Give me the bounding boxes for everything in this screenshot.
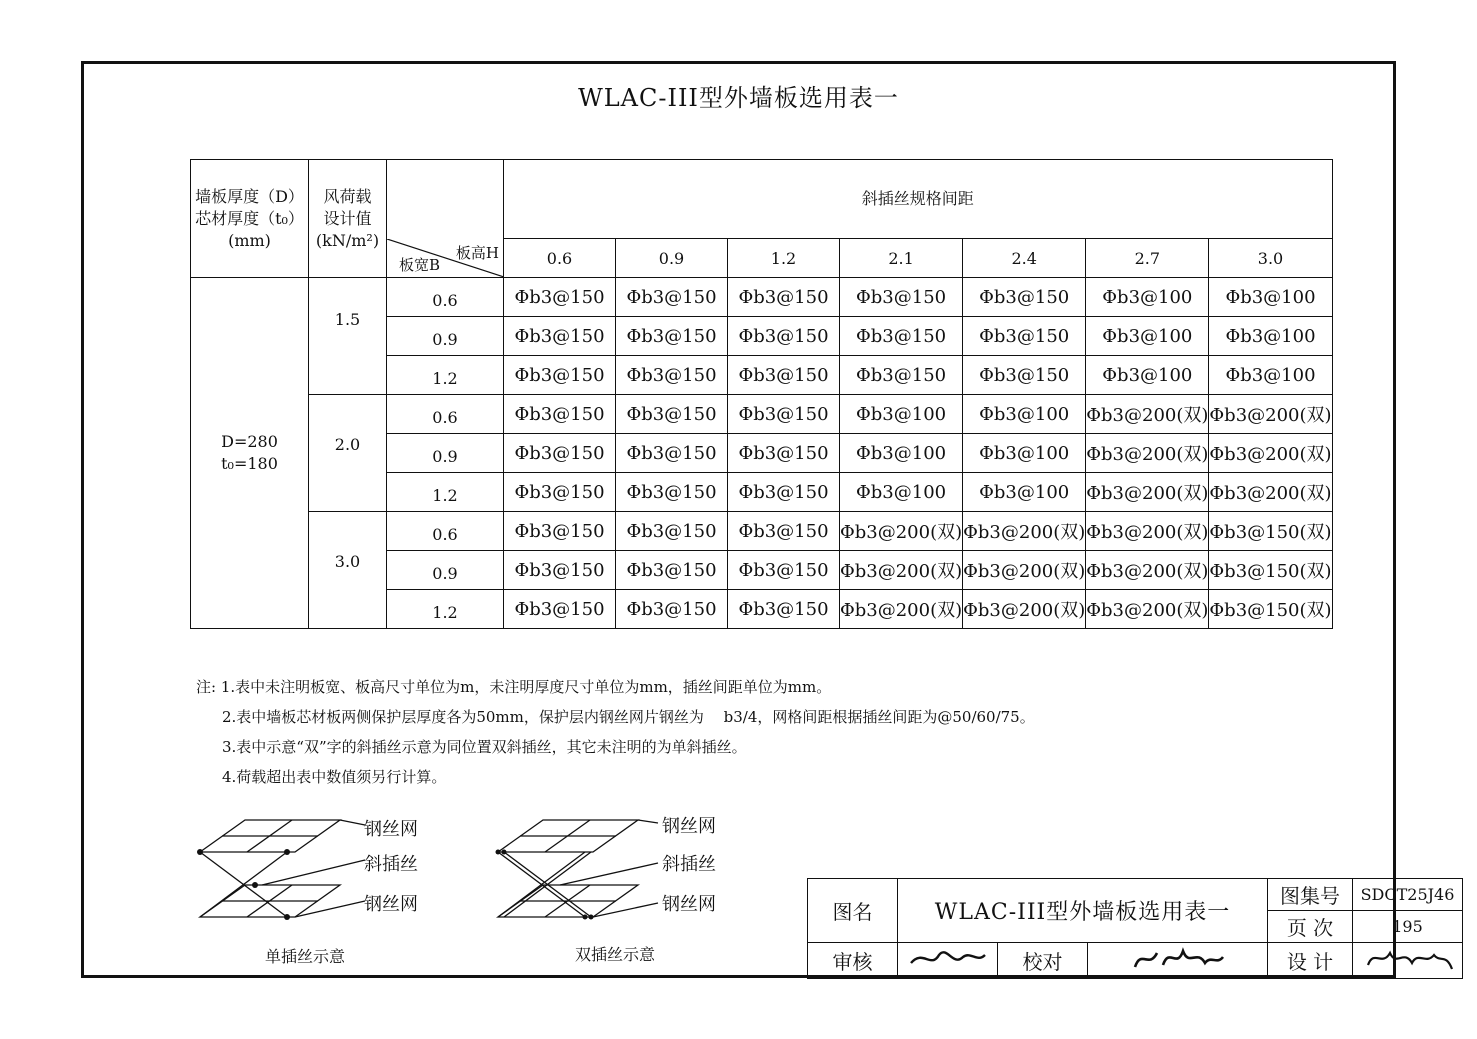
wind-load-cell: 1.5 xyxy=(309,278,387,395)
title-block xyxy=(807,878,1463,979)
spacing-cell: Φb3@150 xyxy=(728,317,840,356)
header-height-4: 2.4 xyxy=(963,239,1086,278)
spacing-cell: Φb3@200(双) xyxy=(840,590,963,629)
spacing-cell: Φb3@200(双) xyxy=(963,590,1086,629)
spacing-cell: Φb3@150 xyxy=(504,551,616,590)
board-width-cell: 1.2 xyxy=(387,590,504,629)
spacing-cell: Φb3@200(双) xyxy=(840,551,963,590)
spacing-cell: Φb3@150 xyxy=(504,317,616,356)
header-height-3: 2.1 xyxy=(840,239,963,278)
spacing-cell: Φb3@150 xyxy=(728,278,840,317)
spacing-cell: Φb3@150 xyxy=(840,317,963,356)
double-label-mesh-top: 钢丝网 xyxy=(662,816,716,837)
single-label-mesh-top: 钢丝网 xyxy=(364,819,418,840)
spacing-cell: Φb3@150 xyxy=(840,278,963,317)
double-wire-diagram xyxy=(488,805,668,930)
spacing-cell: Φb3@150(双) xyxy=(1209,590,1332,629)
spacing-cell: Φb3@150(双) xyxy=(1209,551,1332,590)
spacing-cell: Φb3@150 xyxy=(504,473,616,512)
spacing-cell: Φb3@100 xyxy=(840,473,963,512)
wind-load-cell: 3.0 xyxy=(309,512,387,629)
spacing-cell: Φb3@150 xyxy=(504,590,616,629)
double-caption: 双插丝示意 xyxy=(575,945,656,964)
spacing-cell: Φb3@150 xyxy=(963,356,1086,395)
spacing-cell: Φb3@100 xyxy=(1086,278,1209,317)
title-block-design-label: 设 计 xyxy=(1268,943,1353,979)
spacing-cell: Φb3@150 xyxy=(728,590,840,629)
review-signature xyxy=(898,943,998,979)
spacing-cell: Φb3@150 xyxy=(504,395,616,434)
header-height-0: 0.6 xyxy=(504,239,616,278)
header-height-5: 2.7 xyxy=(1086,239,1209,278)
spacing-cell: Φb3@150 xyxy=(504,434,616,473)
spacing-cell: Φb3@100 xyxy=(963,395,1086,434)
spacing-cell: Φb3@200(双) xyxy=(1086,512,1209,551)
board-height-label: 板高H xyxy=(455,243,499,262)
design-signature-mark xyxy=(1354,943,1462,973)
title-block-name-label: 图名 xyxy=(808,879,898,943)
spacing-cell: Φb3@200(双) xyxy=(1086,551,1209,590)
board-width-cell: 1.2 xyxy=(387,356,504,395)
spacing-cell: Φb3@100 xyxy=(1086,317,1209,356)
spacing-cell: Φb3@100 xyxy=(1086,356,1209,395)
spacing-cell: Φb3@150 xyxy=(728,512,840,551)
board-width-cell: 0.6 xyxy=(387,278,504,317)
double-label-diagonal: 斜插丝 xyxy=(662,854,716,875)
spacing-cell: Φb3@150 xyxy=(504,278,616,317)
spacing-cell: Φb3@200(双) xyxy=(1209,434,1332,473)
board-width-label: 板宽B xyxy=(399,255,441,274)
title-block-atlas: SDCT25J46 xyxy=(1353,879,1463,911)
header-diagonal-cell xyxy=(387,239,504,278)
board-width-cell: 0.6 xyxy=(387,395,504,434)
spacing-cell: Φb3@100 xyxy=(1209,317,1332,356)
table-row xyxy=(191,278,1333,317)
header-height-1: 0.9 xyxy=(616,239,728,278)
spacing-cell: Φb3@200(双) xyxy=(963,551,1086,590)
selection-table xyxy=(190,159,1333,629)
spacing-cell: Φb3@150 xyxy=(616,434,728,473)
spacing-cell: Φb3@150 xyxy=(616,395,728,434)
spacing-cell: Φb3@150 xyxy=(728,551,840,590)
board-width-cell: 0.6 xyxy=(387,512,504,551)
single-caption: 单插丝示意 xyxy=(265,947,346,966)
spacing-cell: Φb3@200(双) xyxy=(1086,590,1209,629)
header-height-6: 3.0 xyxy=(1209,239,1332,278)
spacing-cell: Φb3@100 xyxy=(1209,278,1332,317)
spacing-cell: Φb3@150 xyxy=(616,551,728,590)
spacing-cell: Φb3@200(双) xyxy=(840,512,963,551)
header-spacing-title: 斜插丝规格间距 xyxy=(504,160,1333,239)
spacing-cell: Φb3@100 xyxy=(1209,356,1332,395)
wind-load-cell: 2.0 xyxy=(309,395,387,512)
thickness-cell: D=280 t₀=180 xyxy=(191,278,309,629)
spacing-cell: Φb3@100 xyxy=(840,434,963,473)
spacing-cell: Φb3@100 xyxy=(840,395,963,434)
spacing-cell: Φb3@150 xyxy=(963,317,1086,356)
header-height-2: 1.2 xyxy=(728,239,840,278)
spacing-cell: Φb3@150 xyxy=(840,356,963,395)
spacing-cell: Φb3@150 xyxy=(504,356,616,395)
check-signature xyxy=(1088,943,1268,979)
spacing-cell: Φb3@200(双) xyxy=(1086,395,1209,434)
single-label-mesh-bottom: 钢丝网 xyxy=(364,894,418,915)
note-2: 2.表中墙板芯材板两侧保护层厚度各为50mm，保护层内钢丝网片钢丝为 b3/4，网格间距根据插丝间距为@50/60/75。 xyxy=(222,708,1035,726)
spacing-cell: Φb3@150 xyxy=(616,356,728,395)
spacing-cell: Φb3@200(双) xyxy=(963,512,1086,551)
title-block-name: WLAC-III型外墙板选用表一 xyxy=(898,879,1268,943)
title-block-atlas-label: 图集号 xyxy=(1268,879,1353,911)
spacing-cell: Φb3@200(双) xyxy=(1209,395,1332,434)
notes xyxy=(196,672,1035,792)
design-signature xyxy=(1353,943,1463,979)
check-signature-mark xyxy=(1123,943,1233,973)
spacing-cell: Φb3@150 xyxy=(728,356,840,395)
title-block-review-label: 审核 xyxy=(808,943,898,979)
header-thickness: 墙板厚度（D） 芯材厚度（t₀） (mm) xyxy=(191,160,309,278)
header-wind-load: 风荷载 设计值 (kN/m²) xyxy=(309,160,387,278)
spacing-cell: Φb3@150 xyxy=(616,473,728,512)
single-label-diagonal: 斜插丝 xyxy=(364,854,418,875)
board-width-cell: 0.9 xyxy=(387,434,504,473)
spacing-cell: Φb3@100 xyxy=(963,434,1086,473)
header-blank xyxy=(387,160,504,239)
double-label-mesh-bottom: 钢丝网 xyxy=(662,894,716,915)
board-width-cell: 0.9 xyxy=(387,317,504,356)
spacing-cell: Φb3@150 xyxy=(616,317,728,356)
spacing-cell: Φb3@100 xyxy=(963,473,1086,512)
spacing-cell: Φb3@150 xyxy=(963,278,1086,317)
spacing-cell: Φb3@150 xyxy=(616,278,728,317)
spacing-cell: Φb3@200(双) xyxy=(1209,473,1332,512)
title-block-page: 195 xyxy=(1353,911,1463,943)
spacing-cell: Φb3@150 xyxy=(616,590,728,629)
review-signature-mark xyxy=(903,943,993,973)
spacing-cell: Φb3@150 xyxy=(616,512,728,551)
table-row xyxy=(191,395,1333,434)
page-title: WLAC-III型外墙板选用表一 xyxy=(578,84,899,112)
note-1: 注: 1.表中未注明板宽、板高尺寸单位为m，未注明厚度尺寸单位为mm，插丝间距单位为mm。 xyxy=(196,678,832,696)
spacing-cell: Φb3@150 xyxy=(504,512,616,551)
table-row xyxy=(191,512,1333,551)
note-3: 3.表中示意“双”字的斜插丝示意为同位置双斜插丝，其它未注明的为单斜插丝。 xyxy=(222,738,747,756)
spacing-cell: Φb3@150 xyxy=(728,395,840,434)
spacing-cell: Φb3@200(双) xyxy=(1086,473,1209,512)
spacing-cell: Φb3@200(双) xyxy=(1086,434,1209,473)
title-block-page-label: 页 次 xyxy=(1268,911,1353,943)
single-wire-diagram xyxy=(190,805,370,930)
note-4: 4.荷载超出表中数值须另行计算。 xyxy=(222,768,447,786)
spacing-cell: Φb3@150 xyxy=(728,473,840,512)
board-width-cell: 1.2 xyxy=(387,473,504,512)
spacing-cell: Φb3@150 xyxy=(728,434,840,473)
title-block-check-label: 校对 xyxy=(998,943,1088,979)
spacing-cell: Φb3@150(双) xyxy=(1209,512,1332,551)
board-width-cell: 0.9 xyxy=(387,551,504,590)
